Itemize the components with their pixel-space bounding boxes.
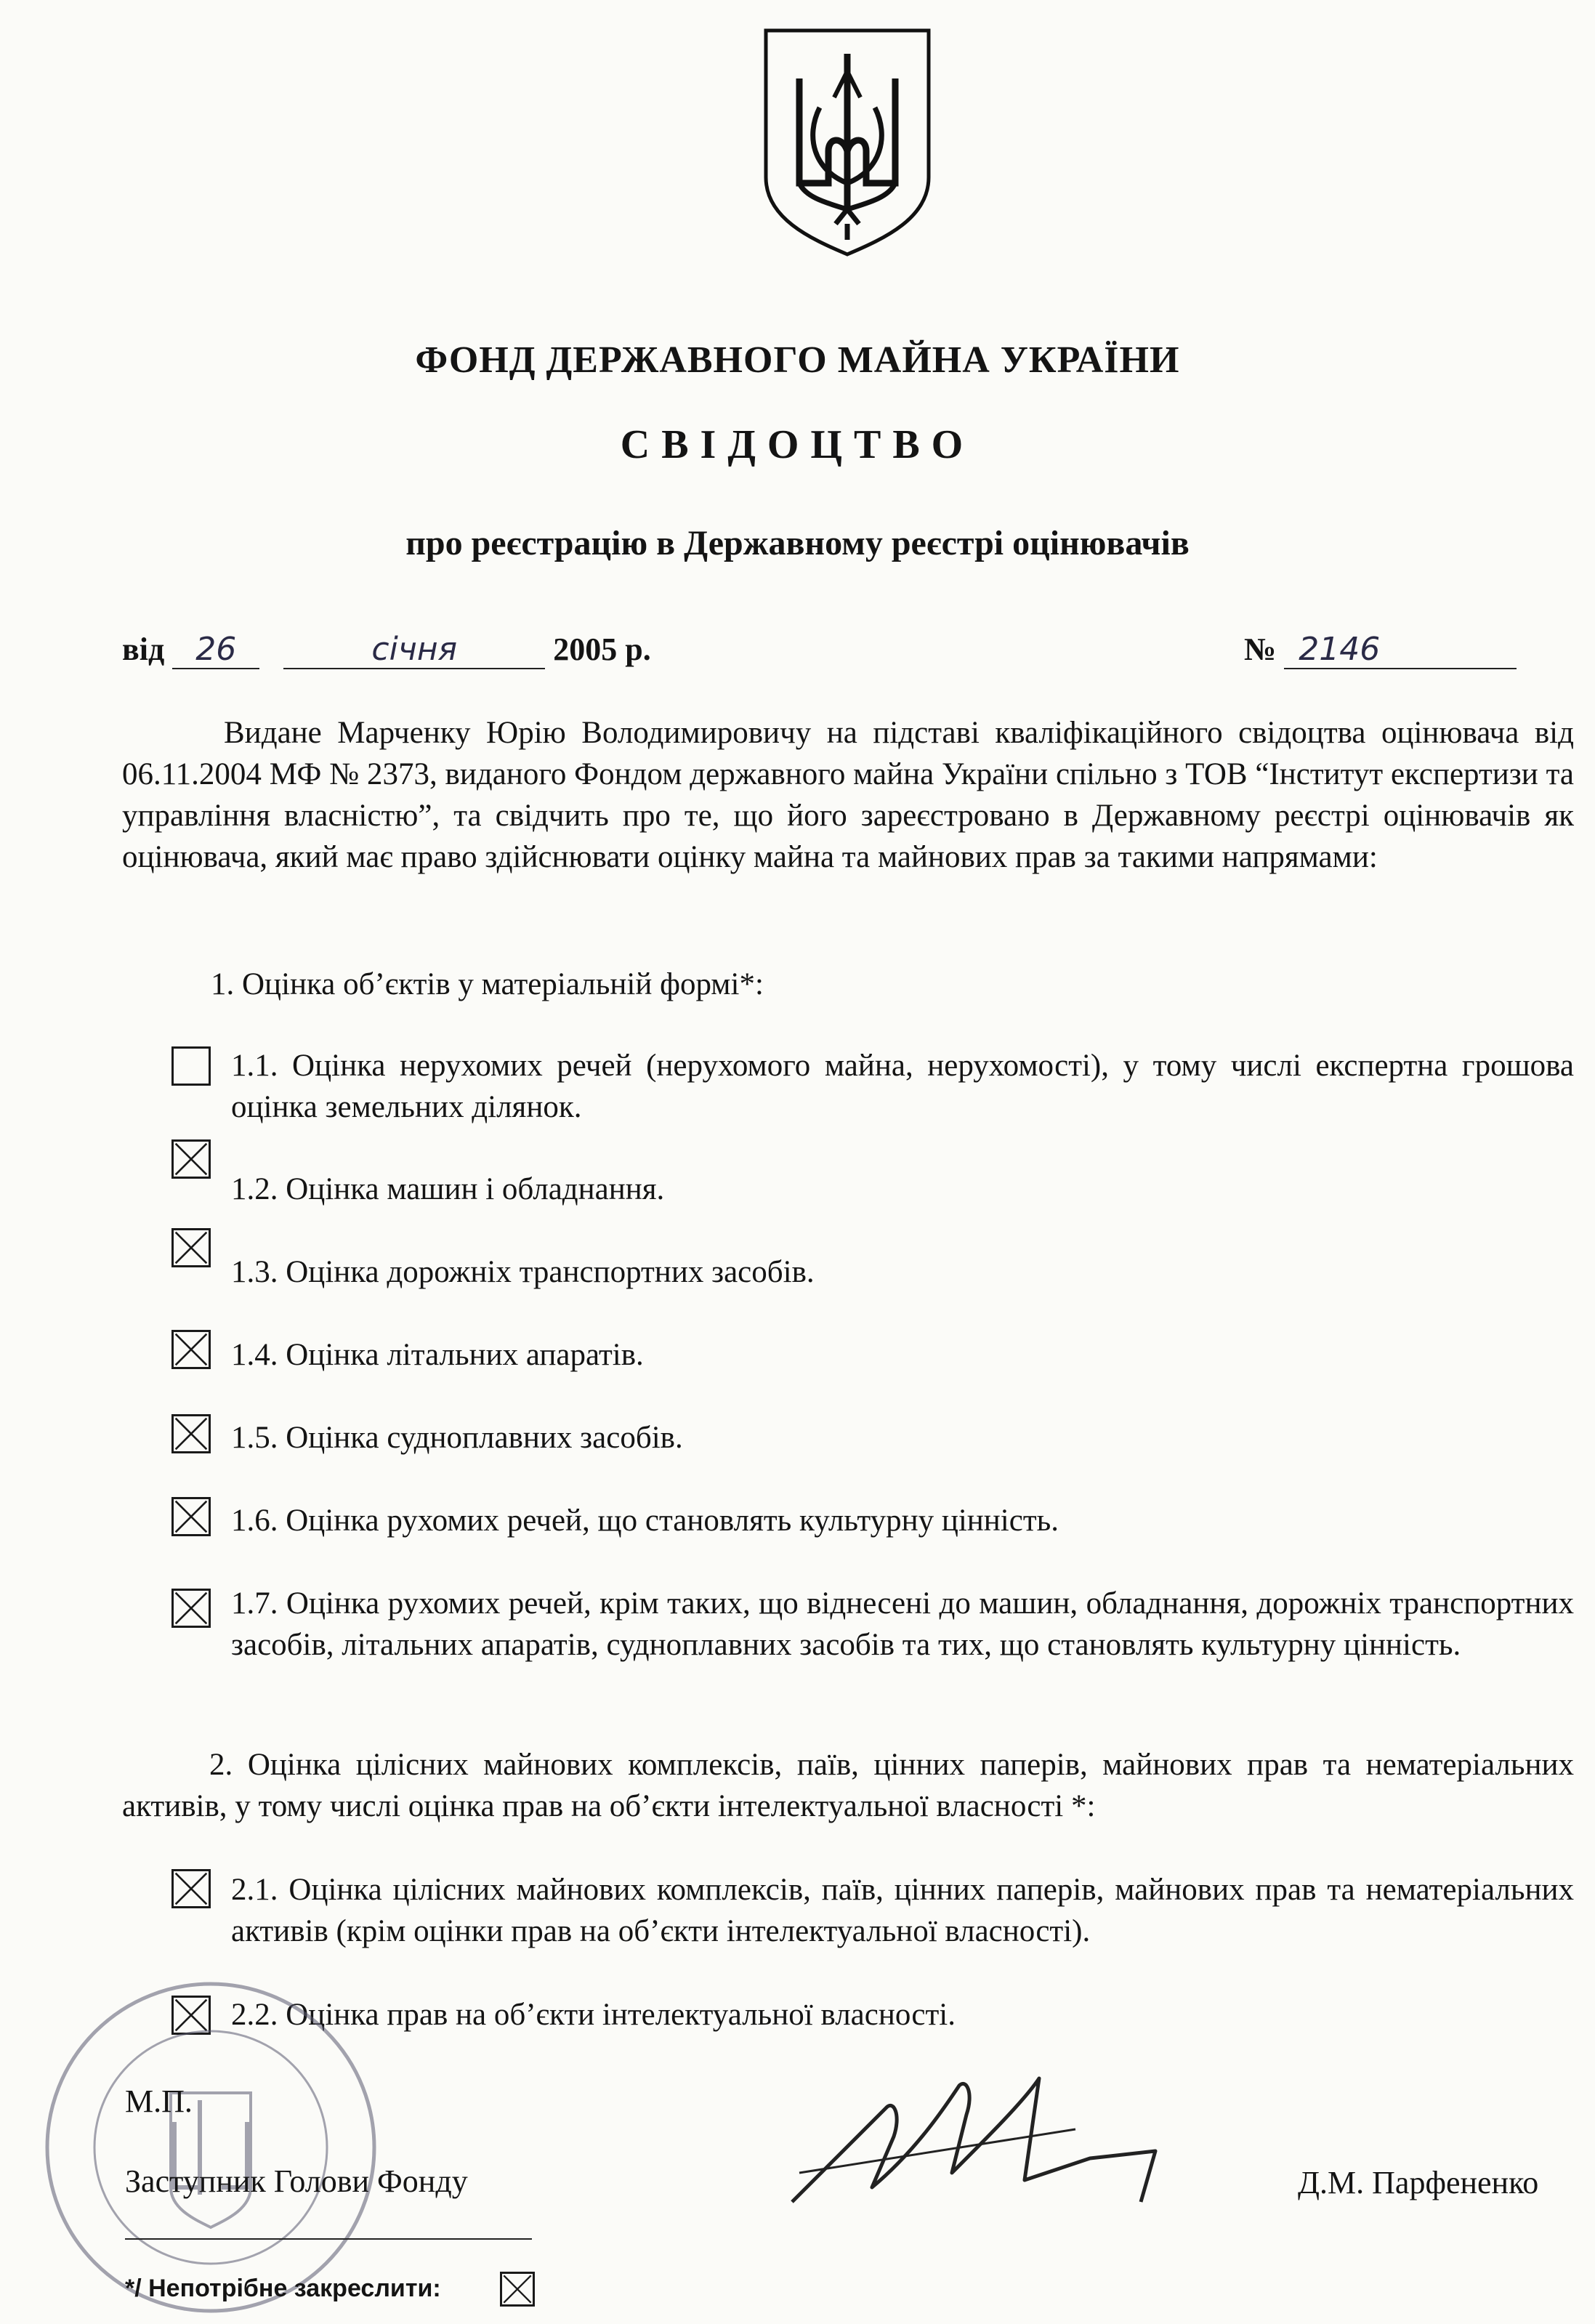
number-prefix: № [1244,632,1277,667]
date-prefix: від [122,632,165,667]
item-1-6: 1.6. Оцінка рухомих речей, що становлять культурну цінність. [231,1504,1059,1538]
checkmark-x-icon [174,1332,209,1367]
checkbox-2-1[interactable] [171,1869,211,1908]
checkbox-1-2[interactable] [171,1139,211,1179]
item-1-4: 1.4. Оцінка літальних апаратів. [231,1338,644,1372]
footnote: */ Непотрібне закреслити: [125,2275,441,2302]
checkbox-1-1[interactable] [171,1046,211,1086]
signer-name: Д.М. Парфененко [1298,2165,1539,2200]
checkmark-x-icon [174,1871,209,1906]
item-1-7: 1.7. Оцінка рухомих речей, крім таких, що віднесені до машин, обладнання, дорожніх транспортних засобів, літальних апаратів, судноплавних засобів та тих, що становлять культурну цінність. [231,1586,1574,1662]
date-day: 26 [172,631,259,669]
checkbox-1-6[interactable] [171,1497,211,1536]
organization-title: ФОНД ДЕРЖАВНОГО МАЙНА УКРАЇНИ [415,339,1180,381]
signatory-position: Заступник Голови Фонду [125,2163,468,2199]
handwritten-signature-icon [785,2064,1163,2209]
checkbox-1-4[interactable] [171,1330,211,1369]
checkbox-1-3[interactable] [171,1228,211,1267]
item-1-2: 1.2. Оцінка машин і обладнання. [231,1172,665,1206]
body-paragraph: Видане Марченку Юрію Володимировичу на підставі кваліфікаційного свідоцтва оцінювача від 06.11.2004 МФ № 2373, виданого Фондом державного майна України спільно з ТОВ “Інститут експертизи та управління власністю”, та свідчить про те, що його зареєстровано в Державному реєстрі оцінювачів як оцінювача, який має право здійснювати оцінку майна та майнових прав за такими напрямами: [122,716,1574,874]
checkmark-x-icon [174,1499,209,1534]
checkmark-x-icon [174,1230,209,1265]
checkbox-1-7[interactable] [171,1589,211,1628]
item-1-3: 1.3. Оцінка дорожніх транспортних засобів. [231,1255,815,1289]
checkmark-x-icon [502,2274,533,2304]
checkmark-x-icon [174,1591,209,1626]
item-1-5: 1.5. Оцінка судноплавних засобів. [231,1421,683,1455]
certificate-number [1244,631,1517,669]
official-stamp-icon [29,1977,392,2318]
document-subtitle: про реєстрацію в Державному реєстрі оцінювачів [405,524,1190,562]
date-month: січня [283,631,545,669]
coat-of-arms-icon [762,28,933,257]
item-2-1: 2.1. Оцінка цілісних майнових комплексів, паїв, цінних паперів, майнових прав та нематеріальних активів (крім оцінки прав на об’єкти інтелектуальної власності). [231,1873,1574,1948]
section2-heading: 2. Оцінка цілісних майнових комплексів, паїв, цінних паперів, майнових прав та нематеріальних активів, у тому числі оцінка прав на об’єкти інтелектуальної власності *: [122,1748,1574,1823]
footnote-checkbox-sample [500,2272,535,2307]
signature-line [125,2238,532,2240]
number-value: 2146 [1284,631,1517,669]
section1-heading: 1. Оцінка об’єктів у матеріальній формі*: [211,967,764,1001]
item-1-1: 1.1. Оцінка нерухомих речей (нерухомого майна, нерухомості), у тому числі експертна грошова оцінка земельних ділянок. [231,1049,1574,1124]
checkmark-x-icon [174,1416,209,1451]
item-2-2: 2.2. Оцінка прав на об’єкти інтелектуальної власності. [231,1998,956,2032]
checkmark-x-icon [174,1142,209,1177]
document-title: СВІДОЦТВО [620,422,975,467]
date-year: 2005 р. [553,632,651,667]
checkbox-1-5[interactable] [171,1414,211,1453]
checkmark-x-icon [174,1049,209,1084]
issue-date [122,631,651,669]
seal-label: М.П. [125,2083,193,2119]
